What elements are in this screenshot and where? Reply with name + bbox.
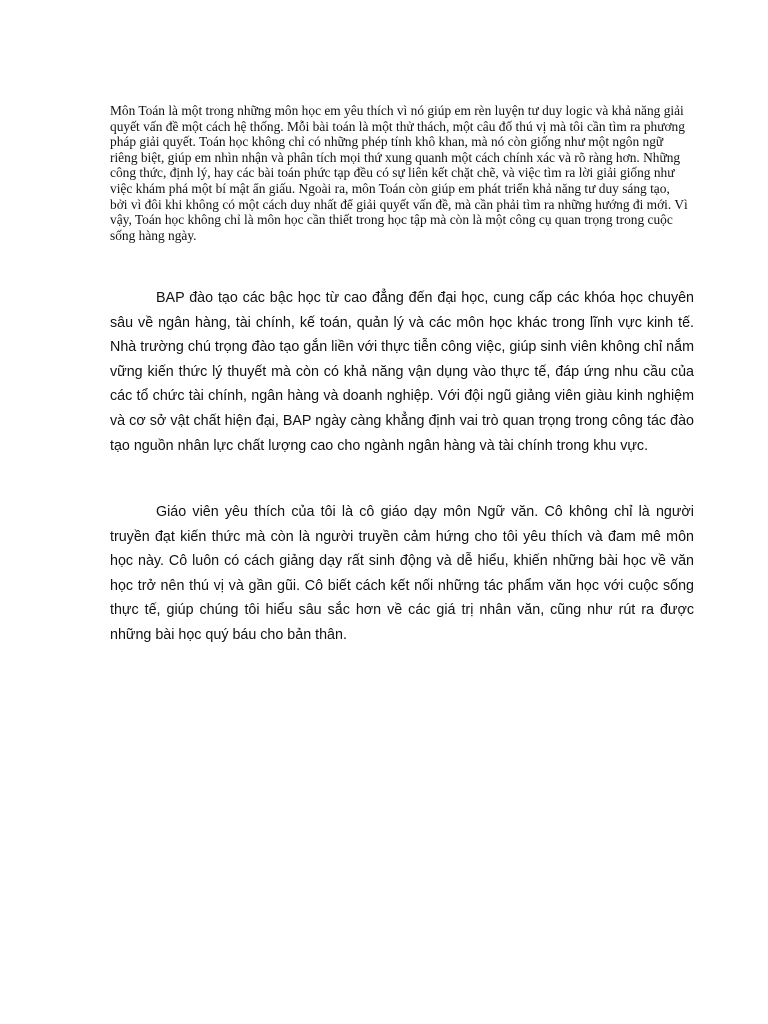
paragraph-bap: BAP đào tạo các bậc học từ cao đẳng đến đại học, cung cấp các khóa học chuyên sâu về ngân hàng, tài chính, kế toán, quản lý và các môn học khác trong lĩnh vực kinh tế. Nhà trường chú trọng đào tạo gắn liền với thực tiễn công việc, giúp sinh viên không chỉ nắm vững kiến thức lý thuyết mà còn có khả năng vận dụng vào thực tế, đáp ứng nhu cầu của các tổ chức tài chính, ngân hàng và doanh nghiệp. Với đội ngũ giảng viên giàu kinh nghiệm và cơ sở vật chất hiện đại, BAP ngày càng khẳng định vai trò quan trọng trong công tác đào tạo nguồn nhân lực chất lượng cao cho ngành ngân hàng và tài chính trong khu vực. [110,290,694,454]
paragraph-math: Môn Toán là một trong những môn học em yêu thích vì nó giúp em rèn luyện tư duy logic và khả năng giải quyết vấn đề một cách hệ thống. Mỗi bài toán là một thử thách, một câu đố thú vị mà tôi cần tìm ra phương pháp giải quyết. Toán học không chỉ có những phép tính khô khan, mà nó còn giống như một ngôn ngữ riêng biệt, giúp em nhìn nhận và phân tích mọi thứ xung quanh một cách chính xác và rõ ràng hơn. Những công thức, định lý, hay các bài toán phức tạp đều có sự liên kết chặt chẽ, và việc tìm ra lời giải giống như việc khám phá một bí mật ẩn giấu. Ngoài ra, môn Toán còn giúp em phát triển khả năng tư duy sáng tạo, bởi vì đôi khi không có một cách duy nhất để giải quyết vấn đề, mà cần phải tìm ra những hướng đi mới. Vì vậy, Toán học không chỉ là môn học cần thiết trong học tập mà còn là một công cụ quan trọng trong cuộc sống hàng ngày. [110,103,688,243]
paragraph-teacher: Giáo viên yêu thích của tôi là cô giáo dạy môn Ngữ văn. Cô không chỉ là người truyền đạt kiến thức mà còn là người truyền cảm hứng cho tôi yêu thích và đam mê môn học này. Cô luôn có cách giảng dạy rất sinh động và dễ hiểu, khiến những bài học về văn học trở nên thú vị và gần gũi. Cô biết cách kết nối những tác phẩm văn học với cuộc sống thực tế, giúp chúng tôi hiểu sâu sắc hơn về các giá trị nhân văn, cũng như rút ra được những bài học quý báu cho bản thân. [110,504,694,643]
